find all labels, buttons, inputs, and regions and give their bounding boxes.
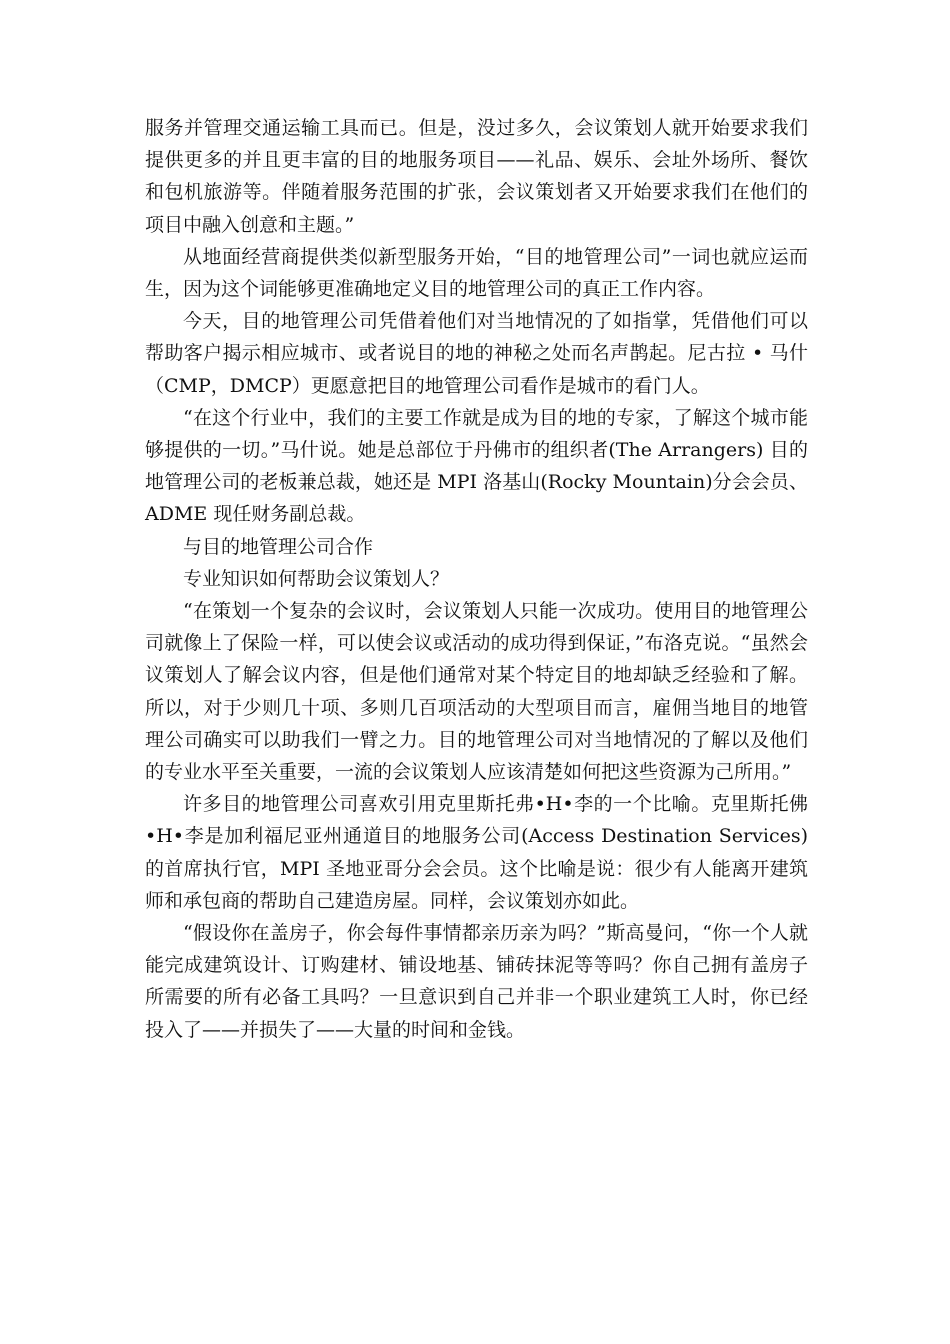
document-page	[145, 112, 808, 1046]
paragraph-4: “在这个行业中，我们的主要工作就是成为目的地的专家，了解这个城市能够提供的一切。”马什说。她是总部位于丹佛市的组织者(The Arrangers) 目的地管理公司的老板兼总裁，她还是 MPI 洛基山(Rocky Mountain)分会会员、ADME 现任财务副总裁。	[145, 406, 808, 526]
paragraph-7: “假设你在盖房子，你会每件事情都亲历亲为吗？”斯高曼问，“你一个人就能完成建筑设计、订购建材、铺设地基、铺砖抹泥等等吗？你自己拥有盖房子所需要的所有必备工具吗？一旦意识到自己并非一个职业建筑工人时，你已经投入了——并损失了——大量的时间和金钱。	[145, 922, 808, 1041]
section-heading: 与目的地管理公司合作	[183, 535, 374, 558]
paragraph-5: “在策划一个复杂的会议时，会议策划人只能一次成功。使用目的地管理公司就像上了保险一样，可以使会议或活动的成功得到保证，”布洛克说。“虽然会议策划人了解会议内容，但是他们通常对某个特定目的地却缺乏经验和了解。所以，对于少则几十项、多则几百项活动的大型项目而言，雇佣当地目的地管理公司确实可以助我们一臂之力。目的地管理公司对当地情况的了解以及他们的专业水平至关重要，一流的会议策划人应该清楚如何把这些资源为己所用。”	[145, 600, 808, 784]
paragraph-2: 从地面经营商提供类似新型服务开始，“目的地管理公司”一词也就应运而生，因为这个词能够更准确地定义目的地管理公司的真正工作内容。	[145, 245, 808, 301]
paragraph-1: 服务并管理交通运输工具而已。但是，没过多久，会议策划人就开始要求我们提供更多的并且更丰富的目的地服务项目——礼品、娱乐、会址外场所、餐饮和包机旅游等。伴随着服务范围的扩张，会议策划者又开始要求我们在他们的项目中融入创意和主题。”	[145, 117, 808, 236]
paragraph-3: 今天，目的地管理公司凭借着他们对当地情况的了如指掌，凭借他们可以帮助客户揭示相应城市、或者说目的地的神秘之处而名声鹊起。尼古拉 • 马什（CMP，DMCP）更愿意把目的地管理公司看作是城市的看门人。	[145, 310, 808, 397]
paragraph-6: 许多目的地管理公司喜欢引用克里斯托弗•H•李的一个比喻。克里斯托佛•H•李是加利福尼亚州通道目的地服务公司(Access Destination Services)的首席执行官，MPI 圣地亚哥分会会员。这个比喻是说：很少有人能离开建筑师和承包商的帮助自己建造房屋。同样，会议策划亦如此。	[145, 793, 808, 912]
section-subheading: 专业知识如何帮助会议策划人？	[183, 567, 450, 590]
